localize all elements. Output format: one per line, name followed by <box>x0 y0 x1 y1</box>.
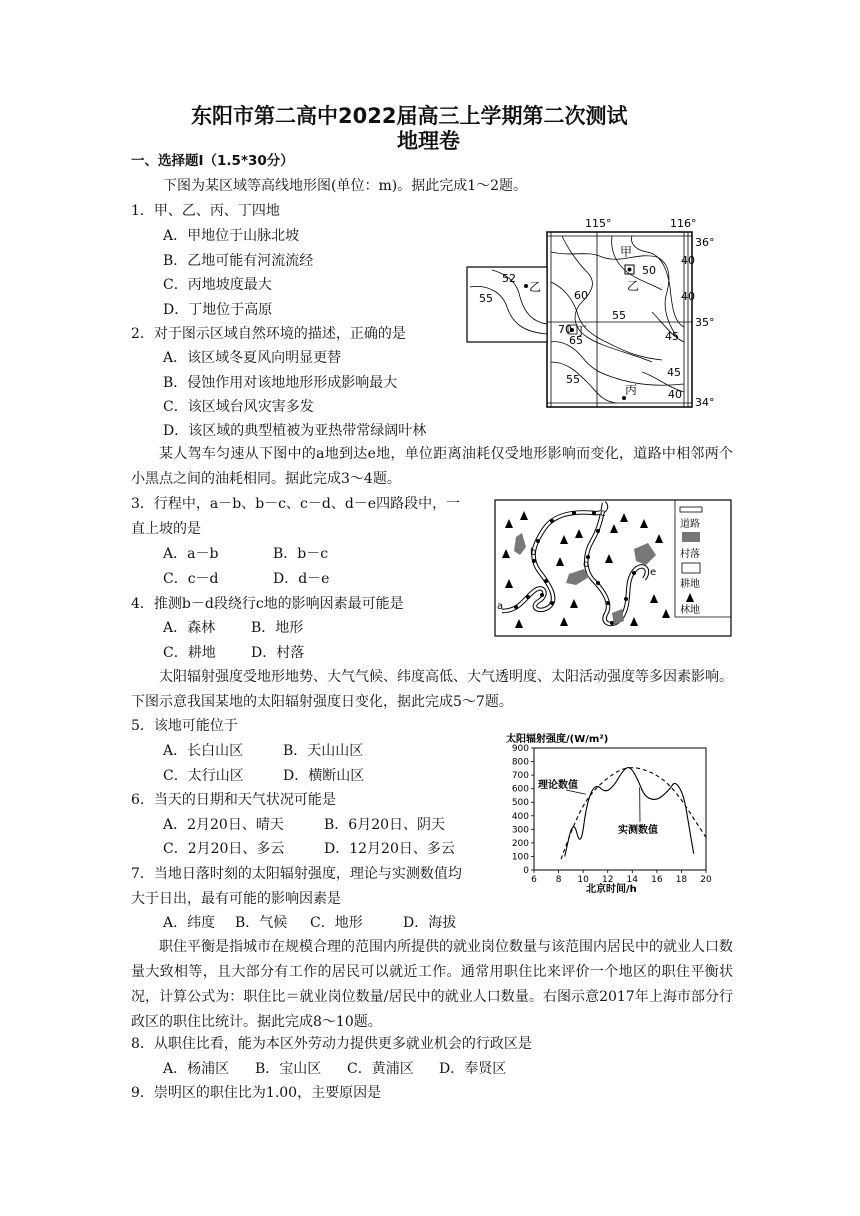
place-bing: 丙 <box>625 383 638 397</box>
q7-stem-line2: 大于日出，最有可能的影响因素是 <box>131 891 341 907</box>
passage3-intro: 太阳辐射强度受地形地势、大气气候、纬度高低、大气透明度、太阳活动强度等多因素影响。下图示意我国某地的太阳辐射强度日变化，据此完成5～7题。 <box>131 669 733 710</box>
q5-option-b: B．天山山区 <box>283 743 364 759</box>
contour-value: 55 <box>479 292 493 305</box>
contour-value: 40 <box>681 290 695 303</box>
q9-stem: 9．崇明区的职住比为1.00，主要原因是 <box>131 1085 382 1101</box>
chart-plot-frame <box>534 748 706 870</box>
chart-xlabel: 北京时间/h <box>586 884 637 895</box>
q6-option-d: D．12月20日、多云 <box>324 841 455 857</box>
y-tick-label: 600 <box>511 784 529 795</box>
q6-option-c: C．2月20日、多云 <box>163 841 285 857</box>
q2-option-a: A．该区域冬夏风向明显更替 <box>163 350 342 366</box>
series-line-theory <box>561 768 706 859</box>
q3-option-c: C．c－d <box>163 571 219 587</box>
q3-option-b: B．b－c <box>273 546 329 562</box>
y-tick-label: 500 <box>511 798 529 809</box>
lon-label-116: 116° <box>670 217 697 230</box>
contour-value: 60 <box>574 289 588 302</box>
y-tick-label: 300 <box>511 825 529 836</box>
q2-option-b: B．侵蚀作用对该地地形形成影响最大 <box>163 375 398 391</box>
q8-stem: 8．从职住比看，能为本区外劳动力提供更多就业机会的行政区是 <box>131 1036 532 1052</box>
contour-value: 52 <box>502 272 516 285</box>
series-line-measured <box>565 768 694 857</box>
road-map-figure <box>494 499 734 639</box>
y-tick-label: 800 <box>511 757 529 768</box>
y-tick-label: 200 <box>511 838 529 849</box>
lat-label-34: 34° <box>695 396 715 409</box>
passage1-intro: 下图为某区域等高线地形图(单位：m)。据此完成1～2题。 <box>163 178 528 194</box>
y-tick-label: 0 <box>523 866 529 876</box>
road-point-d: d <box>583 559 590 570</box>
x-tick-label: 20 <box>700 875 712 885</box>
section-heading: 一、选择题Ⅰ（1.5*30分） <box>131 153 294 169</box>
place-ding: 丁 <box>575 324 588 338</box>
contour-value: 40 <box>668 388 682 401</box>
q4-option-a: A．森林 <box>163 620 216 636</box>
lat-label-36: 36° <box>695 236 715 249</box>
contour-value: 40 <box>681 254 695 267</box>
contour-value: 55 <box>612 309 626 322</box>
x-tick-label: 12 <box>601 875 614 885</box>
x-tick-label: 10 <box>577 875 589 885</box>
place-jia: 甲 <box>620 245 633 259</box>
chart-title: 太阳辐射强度/(W/m²) <box>506 734 609 745</box>
q5-stem: 5．该地可能位于 <box>131 718 238 734</box>
road-point-b: b <box>530 547 537 558</box>
page-title: 东阳市第二高中2022届高三上学期第二次测试 <box>191 104 628 128</box>
q7-stem-line1: 7．当地日落时刻的太阳辐射强度，理论与实测数值均 <box>131 866 462 882</box>
road-point-a: a <box>497 601 504 612</box>
contour-map-figure <box>462 212 727 412</box>
contour-value: 45 <box>667 366 681 379</box>
q4-option-b: B．地形 <box>251 620 304 636</box>
lat-label-35: 35° <box>695 316 715 329</box>
legend-measured-label: 实测数值 <box>618 825 658 836</box>
q3-option-a: A．a－b <box>163 546 219 562</box>
q3-stem-line2: 直上坡的是 <box>131 521 201 537</box>
q1-stem: 1．甲、乙、丙、丁四地 <box>131 203 280 219</box>
q1-option-b: B．乙地可能有河流流经 <box>163 253 314 269</box>
q1-option-a: A．甲地位于山脉北坡 <box>163 228 300 244</box>
q2-option-c: C．该区域台风灾害多发 <box>163 399 314 415</box>
y-tick-label: 900 <box>511 744 529 754</box>
q6-stem: 6．当天的日期和天气状况可能是 <box>131 792 336 808</box>
q5-option-a: A．长白山区 <box>163 743 244 759</box>
contour-value: 55 <box>566 373 580 386</box>
q8-option-d: D．奉贤区 <box>439 1061 507 1077</box>
passage4-intro: 职住平衡是指城市在规模合理的范围内所提供的就业岗位数量与该范围内居民中的就业人口数量大致相等，且大部分有工作的居民可以就近工作。通常用职住比来评价一个地区的职住平衡状况，计算公式为：职住比＝就业岗位数量/居民中的就业人口数量。右图示意2017年上海市部分行政区的职住比统计。据此完成8～10题。 <box>131 939 733 1030</box>
q5-option-d: D．横断山区 <box>283 768 365 784</box>
contour-value: 50 <box>642 264 656 277</box>
q1-option-c: C．丙地坡度最大 <box>163 277 272 293</box>
place-yi: 乙 <box>627 279 640 293</box>
q2-option-d: D．该区域的典型植被为亚热带常绿阔叶林 <box>163 423 427 439</box>
q8-option-c: C．黄浦区 <box>347 1061 414 1077</box>
legend-theory-label: 理论数值 <box>538 780 578 791</box>
q3-option-d: D．d－e <box>273 571 330 587</box>
q4-option-d: D．村落 <box>251 645 305 661</box>
q6-option-a: A．2月20日、晴天 <box>163 817 284 833</box>
q3-stem-line1: 3．行程中，a－b、b－c、c－d、d－e四路段中，一 <box>131 496 461 512</box>
legend-forest: 林地 <box>680 605 700 616</box>
q4-stem: 4．推测b－d段绕行c地的影响因素最可能是 <box>131 596 404 612</box>
q8-option-b: B．宝山区 <box>255 1061 322 1077</box>
q2-stem: 2．对于图示区域自然环境的描述，正确的是 <box>131 326 406 342</box>
contour-value: 65 <box>569 334 583 347</box>
contour-value: 70 <box>558 323 572 336</box>
x-tick-label: 16 <box>651 875 663 885</box>
passage2-intro: 某人驾车匀速从下图中的a地到达e地，单位距离油耗仅受地形影响而变化，道路中相邻两个小黑点之间的油耗相同。据此完成3～4题。 <box>131 446 733 487</box>
q1-option-d: D．丁地位于高原 <box>163 302 273 318</box>
x-tick-label: 14 <box>626 875 639 885</box>
y-tick-label: 400 <box>511 811 529 822</box>
legend-farmland: 耕地 <box>680 579 700 590</box>
road-point-e: e <box>650 567 657 578</box>
q5-option-c: C．太行山区 <box>163 768 244 784</box>
q7-option-a: A．纬度 <box>163 915 216 931</box>
radiation-chart <box>500 730 718 898</box>
page-subtitle: 地理卷 <box>397 129 460 153</box>
contour-value: 45 <box>665 330 679 343</box>
q8-option-a: A．杨浦区 <box>163 1061 230 1077</box>
q7-option-c: C．地形 <box>310 915 363 931</box>
q7-option-b: B．气候 <box>235 915 288 931</box>
road-point-c: c <box>600 508 606 519</box>
lon-label-115: 115° <box>585 217 612 230</box>
legend-village: 村落 <box>680 549 700 560</box>
q6-option-b: B．6月20日、阴天 <box>324 817 446 833</box>
place-yi-inset: 乙 <box>529 280 542 294</box>
x-tick-label: 6 <box>531 875 537 885</box>
q4-option-c: C．耕地 <box>163 645 216 661</box>
y-tick-label: 100 <box>511 852 529 863</box>
legend-road: 道路 <box>680 519 700 530</box>
q7-option-d: D．海拔 <box>403 915 457 931</box>
x-tick-label: 8 <box>555 875 562 885</box>
y-tick-label: 700 <box>511 771 529 782</box>
x-tick-label: 18 <box>675 875 688 885</box>
